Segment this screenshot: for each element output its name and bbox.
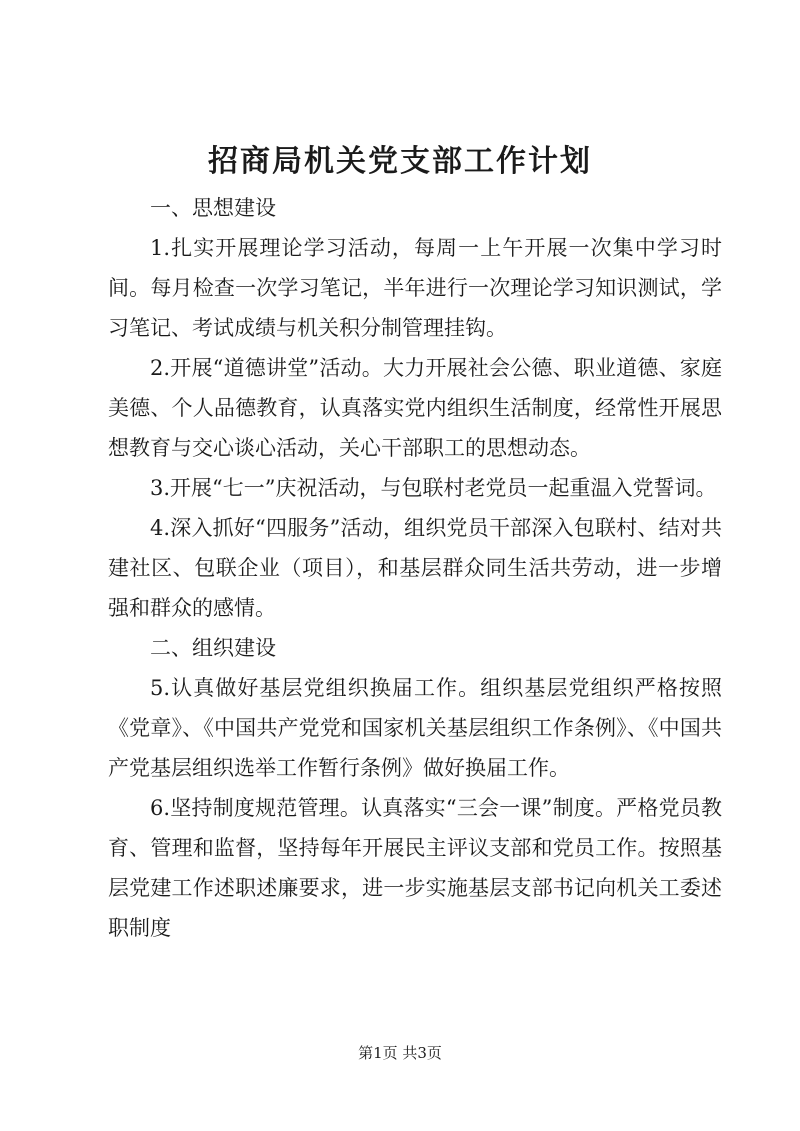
page-footer: 第1页 共3页 — [358, 1044, 442, 1062]
paragraph-2: 2.开展“道德讲堂”活动。大力开展社会公德、职业道德、家庭美德、个人品德教育，认真落实党内组织生活制度，经常性开展思想教育与交心谈心活动，关心干部职工的思想动态。 — [108, 356, 722, 460]
document-body — [108, 188, 722, 948]
paragraph-3: 3.开展“七一”庆祝活动，与包联村老党员一起重温入党誓词。 — [150, 476, 717, 500]
paragraph-4: 4.深入抓好“四服务”活动，组织党员干部深入包联村、结对共建社区、包联企业（项目），和基层群众同生活共劳动，进一步增强和群众的感情。 — [108, 516, 722, 620]
paragraph-5: 5.认真做好基层党组织换届工作。组织基层党组织严格按照《党章》、《中国共产党党和国家机关基层组织工作条例》、《中国共产党基层组织选举工作暂行条例》做好换届工作。 — [108, 676, 722, 780]
paragraph-1: 1.扎实开展理论学习活动，每周一上午开展一次集中学习时间。每月检查一次学习笔记，半年进行一次理论学习知识测试，学习笔记、考试成绩与机关积分制管理挂钩。 — [108, 236, 722, 340]
document-title: 招商局机关党支部工作计划 — [208, 144, 592, 179]
paragraph-6: 6.坚持制度规范管理。认真落实“三会一课”制度。严格党员教育、管理和监督，坚持每年开展民主评议支部和党员工作。按照基层党建工作述职述廉要求，进一步实施基层支部书记向机关工委述职制度 — [108, 796, 722, 940]
section-heading-ideology: 一、思想建设 — [150, 196, 276, 220]
section-heading-organization: 二、组织建设 — [150, 636, 276, 660]
